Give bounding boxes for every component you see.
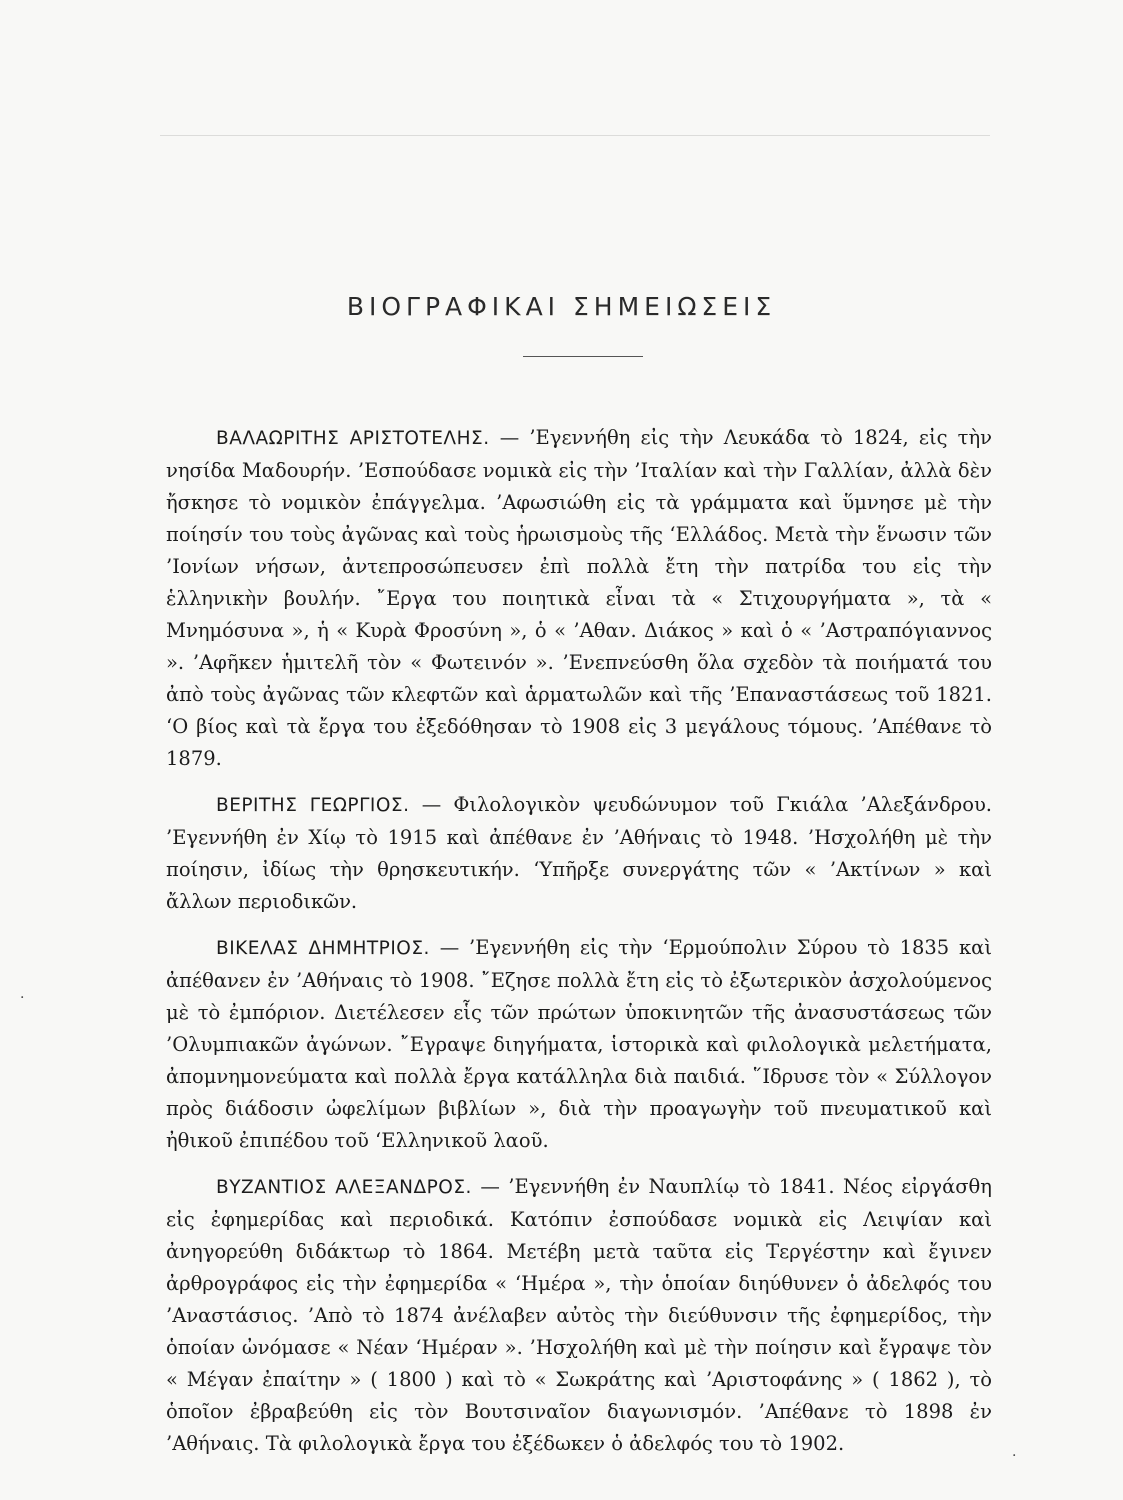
entry-name: ΒΑΛΑΩΡΙΤΗΣ ΑΡΙΣΤΟΤΕΛΗΣ. <box>216 428 490 449</box>
entry-text: Φιλολογικὸν ψευδώνυμον τοῦ Γκιάλα ’Αλεξάνδρου. ’Εγεννήθη ἐν Χίῳ τὸ 1915 καὶ ἀπέθανε ἐν ’Αθήναις τὸ 1948. ’Ησχολήθη μὲ τὴν ποίησιν, ἰδίως τὴν θρησκευτικήν. ‘Υπῆρξε συνεργάτης τῶν « ’Ακτίνων » καὶ ἄλλων περιοδικῶν. <box>166 793 992 913</box>
bleed-through-header <box>160 95 990 125</box>
biography-list <box>166 422 992 1474</box>
entry-text: ’Εγεννήθη εἰς τὴν Λευκάδα τὸ 1824, εἰς τὴν νησίδα Μαδουρήν. ’Εσπούδασε νομικὰ εἰς τὴν ’Ιταλίαν καὶ τὴν Γαλλίαν, ἀλλὰ δὲν ἤσκησε τὸ νομικὸν ἐπάγγελμα. ’Αφωσιώθη εἰς τὰ γράμματα καὶ ὕμνησε μὲ τὴν ποίησίν του τοὺς ἀγῶνας καὶ τοὺς ἡρωισμοὺς τῆς ‘Ελλάδος. Μετὰ τὴν ἕνωσιν τῶν ’Ιονίων νήσων, ἀντεπροσώπευσεν ἐπὶ πολλὰ ἔτη τὴν πατρίδα του εἰς τὴν ἑλληνικὴν βουλήν. ῎Εργα του ποιητικὰ εἶναι τὰ « Στιχουργήματα », τὰ « Μνημόσυνα », ἡ « Κυρὰ Φροσύνη », ὁ « ’Αθαν. Διάκος » καὶ ὁ « ’Αστραπόγιαννος ». ’Αφῆκεν ἡμιτελῆ τὸν « Φωτεινόν ». ’Ενεπνεύσθη ὅλα σχεδὸν τὰ ποιήματά του ἀπὸ τοὺς ἀγῶνας τῶν κλεφτῶν καὶ ἁρματωλῶν καὶ τῆς ’Επαναστάσεως τοῦ 1821. ‘Ο βίος καὶ τὰ ἔργα του ἐξεδόθησαν τὸ 1908 εἰς 3 μεγάλους τόμους. ’Απέθανε τὸ 1879. <box>166 426 992 770</box>
entry-dash: — <box>471 1175 509 1198</box>
entry-dash: — <box>409 793 454 816</box>
biography-entry-veritis <box>166 789 992 918</box>
margin-speck: · <box>20 990 25 1006</box>
entry-text: ’Εγεννήθη ἐν Ναυπλίῳ τὸ 1841. Νέος εἰργάσθη εἰς ἐφημερίδας καὶ περιοδικά. Κατόπιν ἐσπούδασε νομικὰ εἰς Λειψίαν καὶ ἀνηγορεύθη διδάκτωρ τὸ 1864. Μετέβη μετὰ ταῦτα εἰς Τεργέστην καὶ ἔγινεν ἀρθρογράφος εἰς τὴν ἐφημερίδα « ‘Ημέρα », τὴν ὁποίαν διηύθυνεν ὁ ἀδελφός του ’Αναστάσιος. ’Απὸ τὸ 1874 ἀνέλαβεν αὐτὸς τὴν διεύθυνσιν τῆς ἐφημερίδος, τὴν ὁποίαν ὠνόμασε « Νέαν ‘Ημέραν ». ’Ησχολήθη καὶ μὲ τὴν ποίησιν καὶ ἔγραψε τὸν « Μέγαν ἐπαίτην » ( 1800 ) καὶ τὸ « Σωκράτης καὶ ’Αριστοφάνης » ( 1862 ), τὸ ὁποῖον ἐβραβεύθη εἰς τὸν Βουτσιναῖον διαγωνισμόν. ’Απέθανε τὸ 1898 ἐν ’Αθήναις. Τὰ φιλολογικὰ ἔργα του ἐξέδωκεν ὁ ἀδελφός του τὸ 1902. <box>166 1175 992 1455</box>
entry-name: ΒΕΡΙΤΗΣ ΓΕΩΡΓΙΟΣ. <box>216 795 410 816</box>
entry-name: ΒΥΖΑΝΤΙΟΣ ΑΛΕΞΑΝΔΡΟΣ. <box>216 1177 472 1198</box>
section-heading: ΒΙΟΓΡΑΦΙΚΑΙ ΣΗΜΕΙΩΣΕΙΣ <box>346 292 777 321</box>
entry-dash: — <box>489 426 530 449</box>
entry-name: ΒΙΚΕΛΑΣ ΔΗΜΗΤΡΙΟΣ. <box>216 938 430 959</box>
biography-entry-vyzantios <box>166 1171 992 1460</box>
entry-dash: — <box>429 936 470 959</box>
biography-entry-valaoritis <box>166 422 992 775</box>
margin-speck: · <box>1012 1448 1017 1464</box>
entry-text: ’Εγεννήθη εἰς τὴν ‘Ερμούπολιν Σύρου τὸ 1835 καὶ ἀπέθανεν ἐν ’Αθήναις τὸ 1908. ῎Εζησε πολλὰ ἔτη εἰς τὸ ἐξωτερικὸν ἀσχολούμενος μὲ τὸ ἐμπόριον. Διετέλεσεν εἷς τῶν πρώτων ὑποκινητῶν τῆς ἀνασυστάσεως τῶν ’Ολυμπιακῶν ἀγώνων. ῎Εγραψε διηγήματα, ἱστορικὰ καὶ φιλολογικὰ μελετήματα, ἀπομνημονεύματα καὶ πολλὰ ἔργα κατάλληλα διὰ παιδιά. ῞Ιδρυσε τὸν « Σύλλογον πρὸς διάδοσιν ὠφελίμων βιβλίων », διὰ τὴν προαγωγὴν τοῦ πνευματικοῦ καὶ ἠθικοῦ ἐπιπέδου τοῦ ‘Ελληνικοῦ λαοῦ. <box>166 936 992 1152</box>
biography-entry-vikelas <box>166 932 992 1157</box>
heading-underline <box>523 356 643 357</box>
bleed-through-rule <box>160 135 990 136</box>
